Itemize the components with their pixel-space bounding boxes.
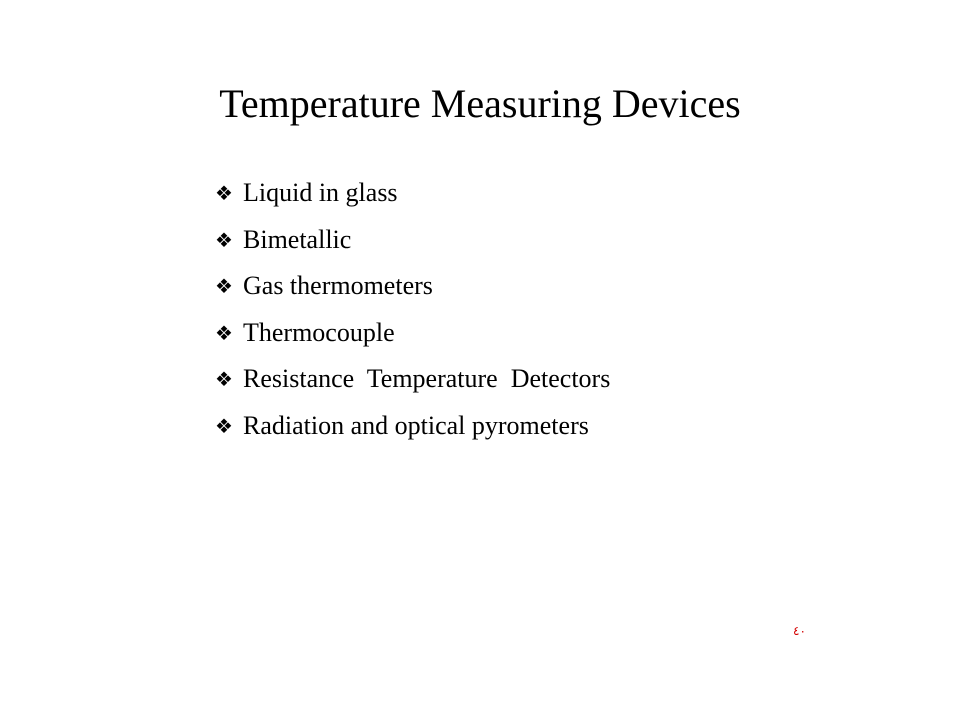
list-item	[215, 170, 610, 217]
bullet-text: Thermocouple	[243, 317, 395, 347]
list-item	[215, 310, 610, 357]
bullet-text: Resistance Temperature Detectors	[243, 364, 611, 394]
list-item	[215, 263, 610, 310]
list-item	[215, 356, 610, 403]
bullet-text: Liquid in glass	[243, 178, 398, 208]
bullet-text: Gas thermometers	[243, 271, 433, 301]
diamond-bullet-icon: ❖	[215, 367, 233, 392]
diamond-bullet-icon: ❖	[215, 181, 233, 206]
bullet-text: Radiation and optical pyrometers	[243, 410, 589, 440]
list-item	[215, 217, 610, 264]
bullet-list	[215, 170, 610, 449]
diamond-bullet-icon: ❖	[215, 320, 233, 345]
page-number: ٤٠	[793, 624, 806, 638]
bullet-text: Bimetallic	[243, 224, 352, 254]
slide-title: Temperature Measuring Devices	[219, 81, 741, 126]
list-item	[215, 403, 610, 450]
diamond-bullet-icon: ❖	[215, 274, 233, 299]
diamond-bullet-icon: ❖	[215, 413, 233, 438]
diamond-bullet-icon: ❖	[215, 227, 233, 252]
